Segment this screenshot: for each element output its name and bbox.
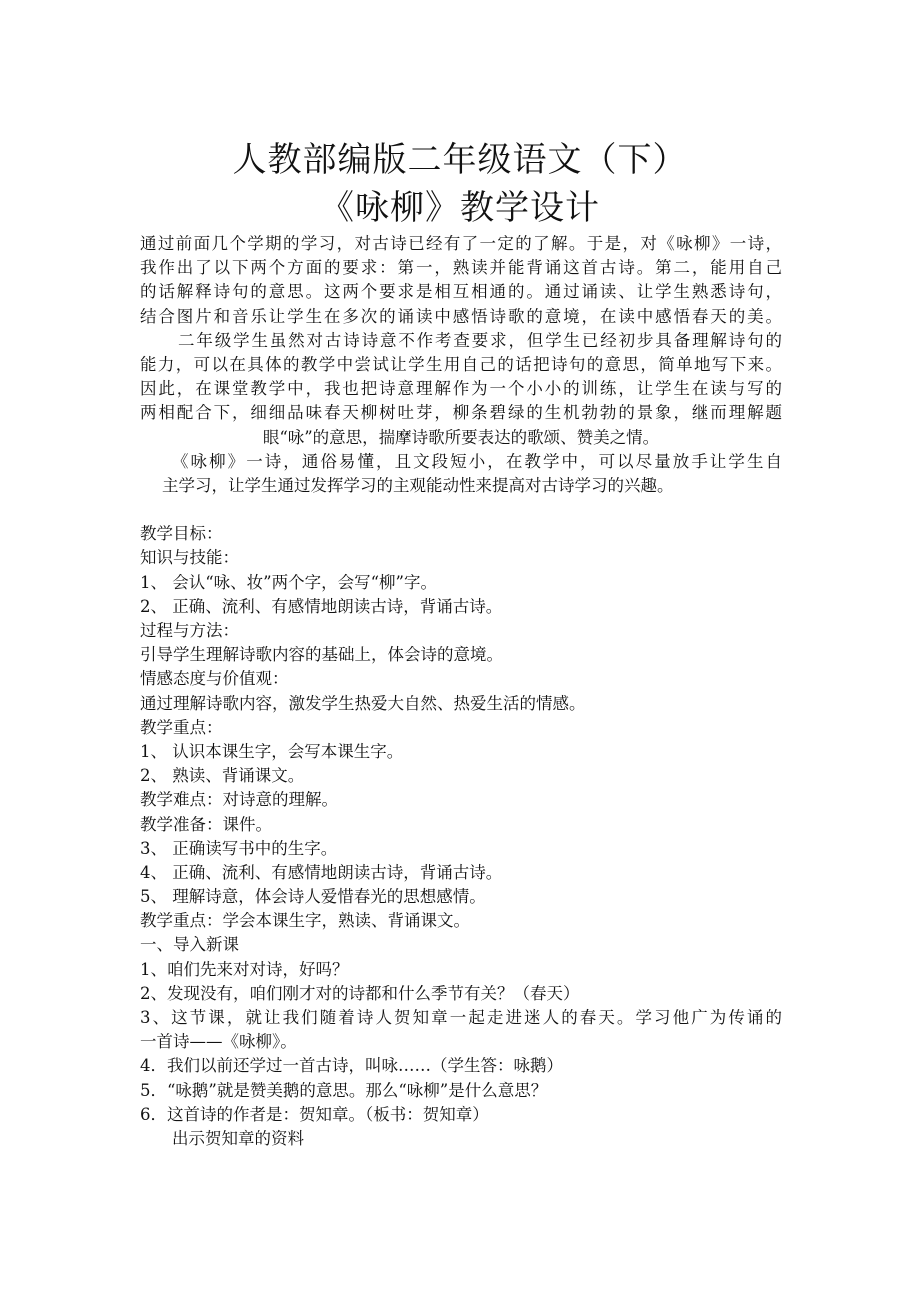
text-line: 过程与方法： <box>140 621 239 640</box>
list-item: 5、 理解诗意，体会诗人爱惜春光的思想感情。 <box>140 887 486 907</box>
list-item: 3、 正确读写书中的生字。 <box>140 838 338 858</box>
list-item: 4．我们以前还学过一首古诗，叫咏……（学生答：咏鹅） <box>140 1056 563 1076</box>
text-line: 教学重点：学会本课生字，熟读、背诵课文。 <box>140 911 470 931</box>
text-line: 教学难点：对诗意的理解。 <box>140 790 338 810</box>
text-line: 结合图片和音乐让学生在多次的诵读中感悟诗歌的意境，在读中感悟春天的美。 <box>140 306 782 326</box>
text-line: 教学重点： <box>140 717 223 737</box>
lesson-plan-section <box>140 522 782 1151</box>
text-line: 两相配合下，细细品味春天柳树吐芽，柳条碧绿的生机勃勃的景象，继而理解题 <box>140 403 782 423</box>
list-item: 2、 正确、流利、有感情地朗读古诗，背诵古诗。 <box>140 596 503 616</box>
list-item: 6．这首诗的作者是：贺知章。（板书：贺知章） <box>140 1104 489 1124</box>
document-body <box>140 232 782 1151</box>
text-line: 眼“咏”的意思，揣摩诗歌所要表达的歌颂、赞美之情。 <box>262 427 660 447</box>
list-item: 5．“咏鹅”就是赞美鹅的意思。那么“咏柳”是什么意思？ <box>140 1080 548 1100</box>
text-line: 情感态度与价值观： <box>140 669 289 689</box>
list-item: 1、 认识本课生字，会写本课生字。 <box>140 741 404 761</box>
text-line: 引导学生理解诗歌内容的基础上，体会诗的意境。 <box>140 645 503 665</box>
list-item: 3、这节课，就让我们随着诗人贺知章一起走进迷人的春天。学习他广为传诵的 <box>140 1008 782 1027</box>
section-heading: 一、导入新课 <box>140 935 239 955</box>
list-item: 4、 正确、流利、有感情地朗读古诗，背诵古诗。 <box>140 862 503 882</box>
text-line: 通过前面几个学期的学习，对古诗已经有了一定的了解。于是，对《咏柳》一诗， <box>140 234 782 253</box>
text-line: 的话解释诗句的意思。这两个要求是相互相通的。通过诵读、让学生熟悉诗句， <box>140 282 782 302</box>
text-line: 二年级学生虽然对古诗诗意不作考查要求，但学生已经初步具备理解诗句的 <box>178 330 782 350</box>
text-line: 教学准备：课件。 <box>140 814 272 834</box>
text-line: 出示贺知章的资料 <box>172 1128 304 1148</box>
intro-paragraph-3 <box>140 450 782 498</box>
text-line: 一首诗——《咏柳》。 <box>140 1032 297 1052</box>
intro-paragraph-2 <box>140 329 782 450</box>
text-line: 教学目标： <box>140 524 223 544</box>
text-line: 主学习，让学生通过发挥学习的主观能动性来提高对古诗学习的兴趣。 <box>162 475 674 495</box>
document-subtitle: 《咏柳》教学设计 <box>320 188 600 228</box>
blank-line <box>140 498 782 522</box>
text-line: 我作出了以下两个方面的要求：第一，熟读并能背诵这首古诗。第二，能用自己 <box>140 258 782 278</box>
list-item: 1、咱们先来对对诗，好吗？ <box>140 959 349 979</box>
text-line: 知识与技能： <box>140 548 239 568</box>
list-item: 2、发现没有，咱们刚才对的诗都和什么季节有关？（春天） <box>140 983 580 1003</box>
text-line: 因此，在课堂教学中，我也把诗意理解作为一个小小的训练，让学生在读与写的 <box>140 379 782 399</box>
list-item: 2、 熟读、背诵课文。 <box>140 766 305 786</box>
intro-paragraph-1 <box>140 232 782 329</box>
document-title: 人教部编版二年级语文（下） <box>232 140 688 180</box>
text-line: 《咏柳》一诗，通俗易懂，且文段短小，在教学中，可以尽量放手让学生自 <box>172 451 782 471</box>
list-item: 1、 会认“咏、妆”两个字，会写“柳”字。 <box>140 572 437 592</box>
text-line: 能力，可以在具体的教学中尝试让学生用自己的话把诗句的意思，简单地写下来。 <box>140 354 782 374</box>
text-line: 通过理解诗歌内容，激发学生热爱大自然、热爱生活的情感。 <box>140 693 586 713</box>
